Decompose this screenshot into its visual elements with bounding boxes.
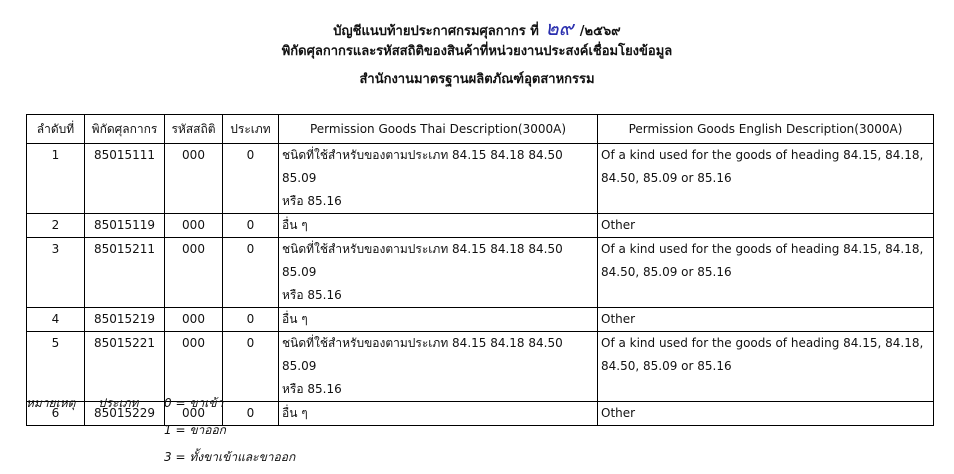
thai-description bbox=[279, 332, 598, 402]
english-description bbox=[598, 214, 934, 238]
thai-description bbox=[279, 144, 598, 214]
english-description bbox=[598, 332, 934, 402]
table-row bbox=[27, 402, 934, 426]
row-number: 5 bbox=[27, 332, 85, 402]
thai-description bbox=[279, 214, 598, 238]
english-description-line: Of a kind used for the goods of heading 84.15, 84.18, bbox=[601, 336, 924, 350]
table-row bbox=[27, 332, 934, 402]
tariff-code: 85015119 bbox=[85, 214, 165, 238]
column-header-stat-code: รหัสสถิติ bbox=[165, 115, 223, 144]
table-row bbox=[27, 144, 934, 214]
column-header-english-description: Permission Goods English Description(3000A) bbox=[598, 115, 934, 144]
english-description-line: 84.50, 85.09 or 85.16 bbox=[601, 171, 732, 185]
thai-description-line: หรือ 85.16 bbox=[282, 382, 342, 396]
thai-description-line: ชนิดที่ใช้สำหรับของตามประเภท 84.15 84.18 84.50 85.09 bbox=[282, 242, 563, 279]
row-number: 6 bbox=[27, 402, 85, 426]
english-description-line: Of a kind used for the goods of heading 84.15, 84.18, bbox=[601, 242, 924, 256]
stat-code: 000 bbox=[165, 238, 223, 308]
note-type-export: 1 = ขาออก bbox=[164, 423, 226, 437]
english-description-line: Other bbox=[601, 312, 636, 326]
note-type-label: ประเภท bbox=[98, 396, 139, 410]
announcement-title: บัญชีแนบท้ายประกาศกรมศุลกากร ที่ bbox=[333, 24, 539, 39]
note-type-both: 3 = ทั้งขาเข้าและขาออก bbox=[164, 450, 296, 464]
thai-description-line: อื่น ๆ bbox=[282, 218, 308, 232]
note-type-import: 0 = ขาเข้า bbox=[164, 396, 224, 410]
thai-description-line: อื่น ๆ bbox=[282, 312, 308, 326]
note-label: หมายเหตุ bbox=[26, 396, 76, 410]
english-description-line: 84.50, 85.09 or 85.16 bbox=[601, 359, 732, 373]
stat-code: 000 bbox=[165, 402, 223, 426]
thai-description-line: หรือ 85.16 bbox=[282, 288, 342, 302]
tariff-code: 85015219 bbox=[85, 308, 165, 332]
announcement-year: /๒๕๖๙ bbox=[579, 24, 621, 39]
column-header-thai-description: Permission Goods Thai Description(3000A) bbox=[279, 115, 598, 144]
type-code: 0 bbox=[223, 308, 279, 332]
column-header-tariff: พิกัดศุลกากร bbox=[85, 115, 165, 144]
agency-name: สำนักงานมาตรฐานผลิตภัณฑ์อุตสาหกรรม bbox=[359, 72, 595, 87]
stat-code: 000 bbox=[165, 144, 223, 214]
tariff-code: 85015211 bbox=[85, 238, 165, 308]
row-number: 1 bbox=[27, 144, 85, 214]
english-description-line: 84.50, 85.09 or 85.16 bbox=[601, 265, 732, 279]
thai-description bbox=[279, 308, 598, 332]
stat-code: 000 bbox=[165, 214, 223, 238]
english-description-line: Other bbox=[601, 218, 636, 232]
type-code: 0 bbox=[223, 214, 279, 238]
row-number: 3 bbox=[27, 238, 85, 308]
type-code: 0 bbox=[223, 144, 279, 214]
type-code: 0 bbox=[223, 402, 279, 426]
english-description bbox=[598, 402, 934, 426]
english-description bbox=[598, 144, 934, 214]
thai-description-line: หรือ 85.16 bbox=[282, 194, 342, 208]
column-header-type: ประเภท bbox=[223, 115, 279, 144]
table-row bbox=[27, 238, 934, 308]
thai-description-line: อื่น ๆ bbox=[282, 406, 308, 420]
type-code: 0 bbox=[223, 332, 279, 402]
thai-description-line: ชนิดที่ใช้สำหรับของตามประเภท 84.15 84.18 84.50 85.09 bbox=[282, 148, 563, 185]
english-description bbox=[598, 308, 934, 332]
document-subtitle: พิกัดศุลกากรและรหัสสถิติของสินค้าที่หน่วยงานประสงค์เชื่อมโยงข้อมูล bbox=[281, 44, 673, 59]
thai-description bbox=[279, 238, 598, 308]
table-header-row bbox=[27, 115, 934, 144]
english-description-line: Other bbox=[601, 406, 636, 420]
row-number: 2 bbox=[27, 214, 85, 238]
handwritten-number: ๒๙ bbox=[545, 16, 574, 40]
thai-description-line: ชนิดที่ใช้สำหรับของตามประเภท 84.15 84.18 84.50 85.09 bbox=[282, 336, 563, 373]
type-code: 0 bbox=[223, 238, 279, 308]
table-row bbox=[27, 308, 934, 332]
stat-code: 000 bbox=[165, 308, 223, 332]
tariff-code: 85015229 bbox=[85, 402, 165, 426]
tariff-code: 85015221 bbox=[85, 332, 165, 402]
tariff-table bbox=[26, 114, 934, 426]
english-description bbox=[598, 238, 934, 308]
table-row bbox=[27, 214, 934, 238]
stat-code: 000 bbox=[165, 332, 223, 402]
english-description-line: Of a kind used for the goods of heading 84.15, 84.18, bbox=[601, 148, 924, 162]
row-number: 4 bbox=[27, 308, 85, 332]
tariff-code: 85015111 bbox=[85, 144, 165, 214]
thai-description bbox=[279, 402, 598, 426]
column-header-order: ลำดับที่ bbox=[27, 115, 85, 144]
